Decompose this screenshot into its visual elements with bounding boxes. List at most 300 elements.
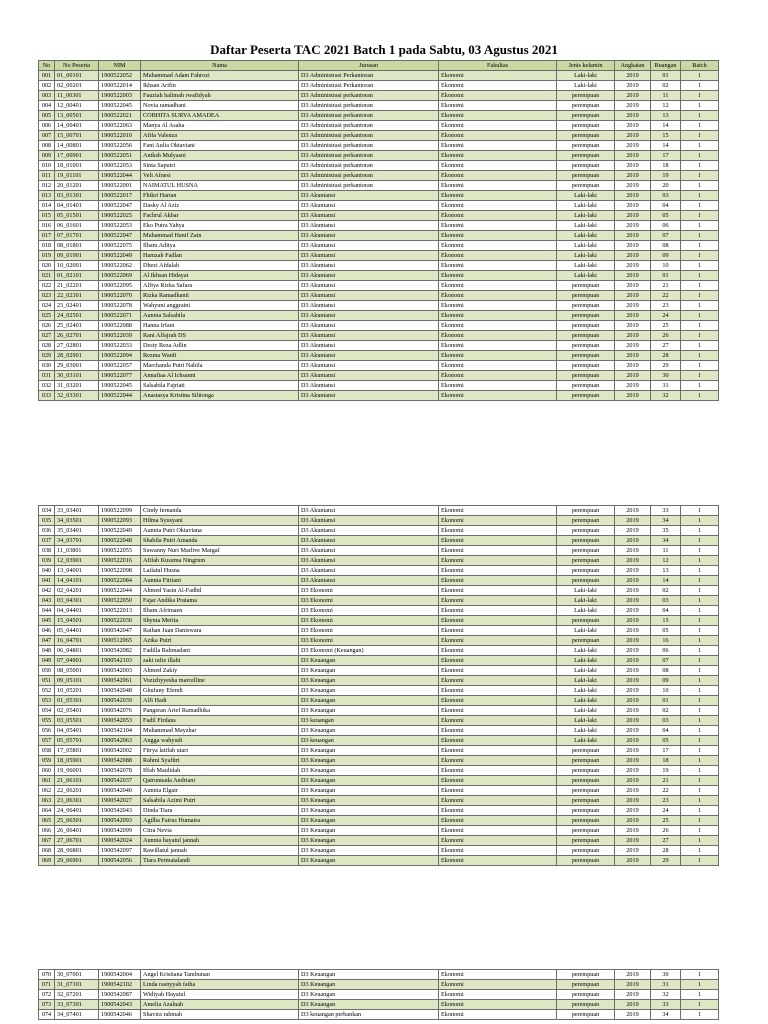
col-ruangan-cell: 18 bbox=[651, 161, 681, 171]
col-no-peserta-cell: 25_02401 bbox=[55, 321, 99, 331]
col-no-peserta-cell: 05_05701 bbox=[55, 736, 99, 746]
col-jenis-kelamin-cell: perempuan bbox=[557, 776, 615, 786]
col-jurusan-cell: D3 Keuangan bbox=[299, 786, 439, 796]
col-nim-cell: 1900522062 bbox=[99, 261, 141, 271]
col-fakultas-cell: Ekonomi bbox=[439, 806, 557, 816]
col-angkatan-cell: 2019 bbox=[615, 1000, 651, 1010]
col-ruangan-cell: 03 bbox=[651, 716, 681, 726]
col-nama-cell: Afifah Kusuma Ningrum bbox=[141, 556, 299, 566]
col-jenis-kelamin-cell: perempuan bbox=[557, 171, 615, 181]
col-angkatan-cell: 2019 bbox=[615, 201, 651, 211]
col-no-cell: 006 bbox=[39, 121, 55, 131]
table-row bbox=[39, 676, 719, 686]
col-nim-cell: 1900522003 bbox=[99, 91, 141, 101]
col-angkatan-cell: 2019 bbox=[615, 786, 651, 796]
col-nim-cell: 1900522044 bbox=[99, 586, 141, 596]
col-no-peserta-cell: 34_07401 bbox=[55, 1010, 99, 1020]
col-no-cell: 071 bbox=[39, 980, 55, 990]
col-nim-cell: 1900522014 bbox=[99, 81, 141, 91]
col-jurusan-cell: D3 Administrasi perkantoran bbox=[299, 151, 439, 161]
col-ruangan-cell: 25 bbox=[651, 816, 681, 826]
col-ruangan-cell: 24 bbox=[651, 311, 681, 321]
col-fakultas-cell: Ekonomi bbox=[439, 1000, 557, 1010]
col-fakultas-cell: Ekonomi bbox=[439, 141, 557, 151]
col-no-peserta-cell: 03_05501 bbox=[55, 716, 99, 726]
col-fakultas-cell: Ekonomi bbox=[439, 706, 557, 716]
col-fakultas-cell: Ekonomi bbox=[439, 536, 557, 546]
col-no-peserta-cell: 34_03701 bbox=[55, 536, 99, 546]
col-fakultas-cell: Ekonomi bbox=[439, 766, 557, 776]
col-ruangan-cell: 12 bbox=[651, 556, 681, 566]
col-nama-cell: Aniksh Mulyasni bbox=[141, 151, 299, 161]
col-no-peserta-cell: 32_03301 bbox=[55, 391, 99, 401]
table-row bbox=[39, 271, 719, 281]
col-ruangan-cell: 02 bbox=[651, 81, 681, 91]
col-nama-cell: Ahmed Yasin Al-Fadhil bbox=[141, 586, 299, 596]
col-no-peserta-cell: 05_01501 bbox=[55, 211, 99, 221]
col-nim-cell: 1900522021 bbox=[99, 111, 141, 121]
col-fakultas-cell: Ekonomi bbox=[439, 301, 557, 311]
table-row bbox=[39, 231, 719, 241]
col-no-cell: 024 bbox=[39, 301, 55, 311]
col-ruangan-cell: 26 bbox=[651, 826, 681, 836]
col-jenis-kelamin-cell: perempuan bbox=[557, 321, 615, 331]
col-batch-cell: 1 bbox=[681, 596, 719, 606]
col-nama-cell: Lailatul Husna bbox=[141, 566, 299, 576]
col-ruangan-cell: 28 bbox=[651, 351, 681, 361]
col-nama-cell: Fadil Firdaus bbox=[141, 716, 299, 726]
col-no-cell: 058 bbox=[39, 746, 55, 756]
table-row bbox=[39, 311, 719, 321]
table-row bbox=[39, 506, 719, 516]
col-no-cell: 060 bbox=[39, 766, 55, 776]
col-jurusan-cell: D3 Keuangan bbox=[299, 970, 439, 980]
col-angkatan-cell: 2019 bbox=[615, 101, 651, 111]
col-angkatan-cell: 2019 bbox=[615, 526, 651, 536]
col-angkatan-cell: 2019 bbox=[615, 846, 651, 856]
table-row bbox=[39, 1010, 719, 1020]
col-no-peserta-cell: 15_04501 bbox=[55, 616, 99, 626]
col-fakultas-cell: Ekonomi bbox=[439, 291, 557, 301]
col-jurusan-cell: D3 keuangan perbankan bbox=[299, 1010, 439, 1020]
table-row bbox=[39, 281, 719, 291]
col-angkatan-cell: 2019 bbox=[615, 506, 651, 516]
col-batch-cell: 1 bbox=[681, 191, 719, 201]
col-ruangan-cell: 14 bbox=[651, 141, 681, 151]
col-angkatan-cell: 2019 bbox=[615, 211, 651, 221]
table-row bbox=[39, 121, 719, 131]
col-no-cell: 002 bbox=[39, 81, 55, 91]
col-nama-cell: Ilham Afrimaen bbox=[141, 606, 299, 616]
col-angkatan-cell: 2019 bbox=[615, 836, 651, 846]
col-fakultas-cell: Ekonomi bbox=[439, 576, 557, 586]
col-jurusan-cell: D3 Ekonomi bbox=[299, 616, 439, 626]
col-angkatan-cell: 2019 bbox=[615, 746, 651, 756]
col-fakultas-cell: Ekonomi bbox=[439, 636, 557, 646]
col-nama-cell: COBHITA SURYA AMADEA bbox=[141, 111, 299, 121]
col-jenis-kelamin-cell: perempuan bbox=[557, 281, 615, 291]
col-nim-cell: 1900522098 bbox=[99, 566, 141, 576]
col-ruangan-cell: 10 bbox=[651, 686, 681, 696]
col-nama-cell: NAIMATUL HUSNA bbox=[141, 181, 299, 191]
table-row bbox=[39, 606, 719, 616]
col-jenis-kelamin-cell: perempuan bbox=[557, 341, 615, 351]
col-fakultas-cell: Ekonomi bbox=[439, 846, 557, 856]
col-jurusan-cell: D3 Akuntansi bbox=[299, 281, 439, 291]
col-jenis-kelamin-cell: Laki-laki bbox=[557, 241, 615, 251]
table-row bbox=[39, 161, 719, 171]
col-fakultas-cell: Ekonomi bbox=[439, 331, 557, 341]
col-jenis-kelamin-cell: perempuan bbox=[557, 566, 615, 576]
table-row bbox=[39, 141, 719, 151]
col-no-cell: 023 bbox=[39, 291, 55, 301]
col-no-peserta-cell: 03_04301 bbox=[55, 596, 99, 606]
col-jenis-kelamin-cell: Laki-laki bbox=[557, 201, 615, 211]
col-no-cell: 070 bbox=[39, 970, 55, 980]
col-no-peserta-cell: 30_07001 bbox=[55, 970, 99, 980]
col-no-cell: 008 bbox=[39, 141, 55, 151]
col-no-cell: 065 bbox=[39, 816, 55, 826]
col-jurusan-cell: D3 Akuntansi bbox=[299, 221, 439, 231]
table-row bbox=[39, 736, 719, 746]
col-fakultas-cell: Ekonomi bbox=[439, 736, 557, 746]
col-nama-cell: Rani Alfajrah DS bbox=[141, 331, 299, 341]
col-ruangan-cell: 19 bbox=[651, 171, 681, 181]
col-ruangan-cell: 29 bbox=[651, 361, 681, 371]
col-batch-cell: 1 bbox=[681, 836, 719, 846]
col-angkatan-cell: 2019 bbox=[615, 726, 651, 736]
col-no-peserta-cell: 02_05401 bbox=[55, 706, 99, 716]
col-nim-cell: 1900522045 bbox=[99, 101, 141, 111]
col-nim-cell: 1900522045 bbox=[99, 381, 141, 391]
col-batch-cell: 1 bbox=[681, 361, 719, 371]
col-no-cell: 067 bbox=[39, 836, 55, 846]
col-no-cell: 073 bbox=[39, 1000, 55, 1010]
col-batch-cell: 1 bbox=[681, 576, 719, 586]
col-fakultas-cell: Ekonomi bbox=[439, 786, 557, 796]
col-no-peserta-cell: 09_05101 bbox=[55, 676, 99, 686]
table-row bbox=[39, 291, 719, 301]
col-no-cell: 055 bbox=[39, 716, 55, 726]
col-jurusan-cell: D3 Keuangan bbox=[299, 796, 439, 806]
col-fakultas-cell: Ekonomi bbox=[439, 101, 557, 111]
col-batch-cell: 1 bbox=[681, 990, 719, 1000]
col-jenis-kelamin-cell: perempuan bbox=[557, 391, 615, 401]
col-ruangan-cell: 06 bbox=[651, 221, 681, 231]
col-batch-cell: 1 bbox=[681, 856, 719, 866]
col-no-cell: 017 bbox=[39, 231, 55, 241]
col-jenis-kelamin-cell: perempuan bbox=[557, 756, 615, 766]
col-jurusan-cell: D3 Akuntansi bbox=[299, 201, 439, 211]
col-jenis-kelamin-cell: perempuan bbox=[557, 131, 615, 141]
col-jurusan-cell: D3 Akuntansi bbox=[299, 231, 439, 241]
col-jenis-kelamin-cell: perempuan bbox=[557, 361, 615, 371]
col-nim-cell: 1900542088 bbox=[99, 756, 141, 766]
col-ruangan-cell: 09 bbox=[651, 251, 681, 261]
col-fakultas-cell: Ekonomi bbox=[439, 181, 557, 191]
col-ruangan-cell: 12 bbox=[651, 101, 681, 111]
col-angkatan-cell: 2019 bbox=[615, 646, 651, 656]
table-row bbox=[39, 776, 719, 786]
col-jurusan-cell: D3 Keuangan bbox=[299, 776, 439, 786]
col-angkatan-cell: 2019 bbox=[615, 776, 651, 786]
table-row bbox=[39, 686, 719, 696]
col-jenis-kelamin-cell: perempuan bbox=[557, 181, 615, 191]
col-nim-cell: 1900522095 bbox=[99, 281, 141, 291]
col-jurusan-cell: D3 Ekonomi bbox=[299, 596, 439, 606]
col-no-peserta-cell: 19_01101 bbox=[55, 171, 99, 181]
table-row bbox=[39, 846, 719, 856]
col-nim-cell: 1900522049 bbox=[99, 251, 141, 261]
col-ruangan-cell: 23 bbox=[651, 301, 681, 311]
table-row bbox=[39, 111, 719, 121]
col-nama-cell: Ahmed Zakiy bbox=[141, 666, 299, 676]
col-jurusan-cell: D3 Akuntansi bbox=[299, 261, 439, 271]
table-row bbox=[39, 806, 719, 816]
col-fakultas-cell: Ekonomi bbox=[439, 391, 557, 401]
col-no-cell: 057 bbox=[39, 736, 55, 746]
col-nim-cell: 1900522053 bbox=[99, 221, 141, 231]
col-no-peserta-cell: 06_04801 bbox=[55, 646, 99, 656]
table-header-row bbox=[39, 61, 719, 71]
col-no-peserta-cell: 10_02001 bbox=[55, 261, 99, 271]
col-no-cell: 004 bbox=[39, 101, 55, 111]
col-fakultas-cell: Ekonomi bbox=[439, 756, 557, 766]
col-nim-cell: 1900522055 bbox=[99, 546, 141, 556]
col-no-cell: 005 bbox=[39, 111, 55, 121]
col-angkatan-cell: 2019 bbox=[615, 516, 651, 526]
col-fakultas-cell: Ekonomi bbox=[439, 191, 557, 201]
col-jenis-kelamin-cell: perempuan bbox=[557, 796, 615, 806]
col-jenis-kelamin-cell: Laki-laki bbox=[557, 676, 615, 686]
col-angkatan-cell: 2019 bbox=[615, 311, 651, 321]
roster-table-page-1 bbox=[38, 60, 719, 401]
col-jenis-kelamin-cell: perempuan bbox=[557, 331, 615, 341]
col-no-cell: 051 bbox=[39, 676, 55, 686]
col-nama-cell: Muhammad Mayzhar bbox=[141, 726, 299, 736]
table-row bbox=[39, 211, 719, 221]
table-row bbox=[39, 856, 719, 866]
col-nama-cell: Fhikri Hartan bbox=[141, 191, 299, 201]
col-nama-cell: Alfi Hadi bbox=[141, 696, 299, 706]
col-fakultas-cell: Ekonomi bbox=[439, 351, 557, 361]
col-angkatan-cell: 2019 bbox=[615, 231, 651, 241]
col-no-cell: 026 bbox=[39, 321, 55, 331]
col-jurusan-cell: D3 Ekonomi bbox=[299, 586, 439, 596]
col-batch-cell: 1 bbox=[681, 636, 719, 646]
col-jurusan-cell: D3 Keuangan bbox=[299, 806, 439, 816]
col-fakultas-cell: Ekonomi bbox=[439, 111, 557, 121]
col-ruangan-cell: 01 bbox=[651, 71, 681, 81]
table-row bbox=[39, 181, 719, 191]
col-jenis-kelamin-cell: perempuan bbox=[557, 616, 615, 626]
col-nim-cell: 1900542027 bbox=[99, 796, 141, 806]
col-angkatan-cell: 2019 bbox=[615, 576, 651, 586]
col-no-peserta-cell: 27_02801 bbox=[55, 341, 99, 351]
table-row bbox=[39, 726, 719, 736]
col-nama-cell: Citra Nevia bbox=[141, 826, 299, 836]
col-nim-cell: 1900542099 bbox=[99, 826, 141, 836]
col-angkatan-cell: 2019 bbox=[615, 596, 651, 606]
col-no-cell: 019 bbox=[39, 251, 55, 261]
col-ruangan-cell: 34 bbox=[651, 536, 681, 546]
col-nama-cell: zaki rafie illahi bbox=[141, 656, 299, 666]
col-angkatan-cell: 2019 bbox=[615, 816, 651, 826]
col-no-cell: 028 bbox=[39, 341, 55, 351]
table-row bbox=[39, 251, 719, 261]
col-batch-cell: 1 bbox=[681, 626, 719, 636]
col-angkatan-cell: 2019 bbox=[615, 796, 651, 806]
col-nim-cell: 1900522033 bbox=[99, 341, 141, 351]
col-angkatan-cell: 2019 bbox=[615, 141, 651, 151]
col-no-peserta-cell: 07_01701 bbox=[55, 231, 99, 241]
col-ruangan-cell: 17 bbox=[651, 746, 681, 756]
col-fakultas-cell: Ekonomi bbox=[439, 151, 557, 161]
col-angkatan-cell: 2019 bbox=[615, 586, 651, 596]
table-row bbox=[39, 576, 719, 586]
col-nim-cell: 1900542004 bbox=[99, 970, 141, 980]
col-jenis-kelamin-cell: Laki-laki bbox=[557, 736, 615, 746]
col-no-cell: 039 bbox=[39, 556, 55, 566]
col-nama-cell: Annafiaa Al Ichsanni bbox=[141, 371, 299, 381]
col-batch-cell: 1 bbox=[681, 536, 719, 546]
col-jurusan-cell: D3 Ekonomi (Keuangan) bbox=[299, 646, 439, 656]
table-row bbox=[39, 766, 719, 776]
col-fakultas-cell: Ekonomi bbox=[439, 171, 557, 181]
col-nim-cell: 1900522039 bbox=[99, 331, 141, 341]
col-nama-cell: Widiyah Hayatul bbox=[141, 990, 299, 1000]
col-nim-cell: 1900522093 bbox=[99, 516, 141, 526]
col-angkatan-cell: 2019 bbox=[615, 181, 651, 191]
col-nama-cell: Muhammad Hanif Zain bbox=[141, 231, 299, 241]
col-angkatan-cell: 2019 bbox=[615, 391, 651, 401]
col-batch-cell: 1 bbox=[681, 676, 719, 686]
col-batch-cell: 1 bbox=[681, 506, 719, 516]
col-no-peserta-cell: 23_06301 bbox=[55, 796, 99, 806]
col-jurusan-cell: D3 Akuntansi bbox=[299, 371, 439, 381]
col-nim-cell: 1900542024 bbox=[99, 836, 141, 846]
col-no-cell: 022 bbox=[39, 281, 55, 291]
col-jurusan-cell: D3 Ekonomi bbox=[299, 606, 439, 616]
col-jurusan-cell: D3 Akuntansi bbox=[299, 566, 439, 576]
table-row bbox=[39, 241, 719, 251]
col-fakultas-cell: Ekonomi bbox=[439, 716, 557, 726]
col-batch-cell: 1 bbox=[681, 526, 719, 536]
col-fakultas-cell: Ekonomi bbox=[439, 526, 557, 536]
col-fakultas-cell: Ekonomi bbox=[439, 221, 557, 231]
col-no-peserta-cell: 08_01801 bbox=[55, 241, 99, 251]
col-no-peserta-cell: 26_06401 bbox=[55, 826, 99, 836]
col-no-peserta-cell: 09_01901 bbox=[55, 251, 99, 261]
col-angkatan-cell: 2019 bbox=[615, 636, 651, 646]
col-ruangan-cell: 30 bbox=[651, 970, 681, 980]
col-batch-cell: 1 bbox=[681, 606, 719, 616]
table-row bbox=[39, 341, 719, 351]
col-angkatan-cell: 2019 bbox=[615, 980, 651, 990]
col-jurusan-cell: D3 Keuangan bbox=[299, 836, 439, 846]
col-no-peserta-cell: 25_06501 bbox=[55, 816, 99, 826]
col-jenis-kelamin-cell: perempuan bbox=[557, 291, 615, 301]
col-no-peserta-cell: 26_02701 bbox=[55, 331, 99, 341]
table-row bbox=[39, 836, 719, 846]
col-no-cell: 059 bbox=[39, 756, 55, 766]
col-ruangan-cell: 01 bbox=[651, 696, 681, 706]
col-angkatan-cell: 2019 bbox=[615, 351, 651, 361]
col-jenis-kelamin-cell: perempuan bbox=[557, 351, 615, 361]
col-angkatan-cell: 2019 bbox=[615, 856, 651, 866]
col-batch-cell: 1 bbox=[681, 91, 719, 101]
col-angkatan-cell: 2019 bbox=[615, 676, 651, 686]
col-angkatan-cell: 2019 bbox=[615, 111, 651, 121]
col-jurusan-cell: D3 Keuangan bbox=[299, 696, 439, 706]
col-nama-cell: Eko Putra Yahya bbox=[141, 221, 299, 231]
col-nim-cell: 1900542048 bbox=[99, 686, 141, 696]
col-nim-cell: 1900522071 bbox=[99, 311, 141, 321]
col-ruangan-cell: 20 bbox=[651, 181, 681, 191]
col-fakultas-cell: Ekonomi bbox=[439, 121, 557, 131]
col-no-peserta-cell: 31_07101 bbox=[55, 980, 99, 990]
col-batch-cell: 1 bbox=[681, 371, 719, 381]
col-fakultas-cell: Ekonomi bbox=[439, 161, 557, 171]
col-jenis-kelamin-cell: Laki-laki bbox=[557, 231, 615, 241]
col-jurusan-cell: D3 Akuntansi bbox=[299, 516, 439, 526]
col-no-peserta-cell: 15_00701 bbox=[55, 131, 99, 141]
col-ruangan-cell: 08 bbox=[651, 241, 681, 251]
col-no-cell: 068 bbox=[39, 846, 55, 856]
col-no-cell: 025 bbox=[39, 311, 55, 321]
col-fakultas-cell: Ekonomi bbox=[439, 506, 557, 516]
roster-table-page-3 bbox=[38, 969, 719, 1020]
col-nama-cell: Aunnia hayatul jannah bbox=[141, 836, 299, 846]
col-fakultas-cell: Ekonomi bbox=[439, 131, 557, 141]
col-batch-cell: 1 bbox=[681, 556, 719, 566]
table-row bbox=[39, 696, 719, 706]
col-nama-cell: Angga wahyudi bbox=[141, 736, 299, 746]
col-no-peserta-cell: 16_04701 bbox=[55, 636, 99, 646]
col-ruangan-cell: 14 bbox=[651, 576, 681, 586]
col-nim-cell: 1900522056 bbox=[99, 141, 141, 151]
col-nim-cell: 1900542063 bbox=[99, 736, 141, 746]
col-ruangan-cell: 05 bbox=[651, 626, 681, 636]
col-no-cell: 001 bbox=[39, 71, 55, 81]
col-angkatan-cell: 2019 bbox=[615, 261, 651, 271]
col-nama-cell: Manya Al Asaha bbox=[141, 121, 299, 131]
col-fakultas-cell: Ekonomi bbox=[439, 606, 557, 616]
col-angkatan-cell: 2019 bbox=[615, 626, 651, 636]
col-no-cell: 015 bbox=[39, 211, 55, 221]
col-nama-cell: Afifa Valenza bbox=[141, 131, 299, 141]
col-no-peserta-cell: 02_00201 bbox=[55, 81, 99, 91]
table-row bbox=[39, 980, 719, 990]
col-batch-cell: 1 bbox=[681, 201, 719, 211]
col-nama-cell: Suwanny Nuri Marlive Margaf bbox=[141, 546, 299, 556]
col-angkatan-cell: 2019 bbox=[615, 1010, 651, 1020]
table-row bbox=[39, 151, 719, 161]
table-row bbox=[39, 81, 719, 91]
col-jurusan-cell: D3 Akuntansi bbox=[299, 341, 439, 351]
col-no-peserta-cell: 33_07301 bbox=[55, 1000, 99, 1010]
col-angkatan-cell: 2019 bbox=[615, 321, 651, 331]
col-nim-cell: 1900522077 bbox=[99, 371, 141, 381]
table-row bbox=[39, 201, 719, 211]
col-nim-cell: 1900522017 bbox=[99, 191, 141, 201]
col-nama-cell: Shavira rahmah bbox=[141, 1010, 299, 1020]
col-no-peserta-cell: 27_06701 bbox=[55, 836, 99, 846]
col-angkatan-cell: 2019 bbox=[615, 381, 651, 391]
col-batch-cell: 1 bbox=[681, 766, 719, 776]
col-jurusan-cell: D3 Keuangan bbox=[299, 726, 439, 736]
col-jenis-kelamin-cell: perempuan bbox=[557, 856, 615, 866]
